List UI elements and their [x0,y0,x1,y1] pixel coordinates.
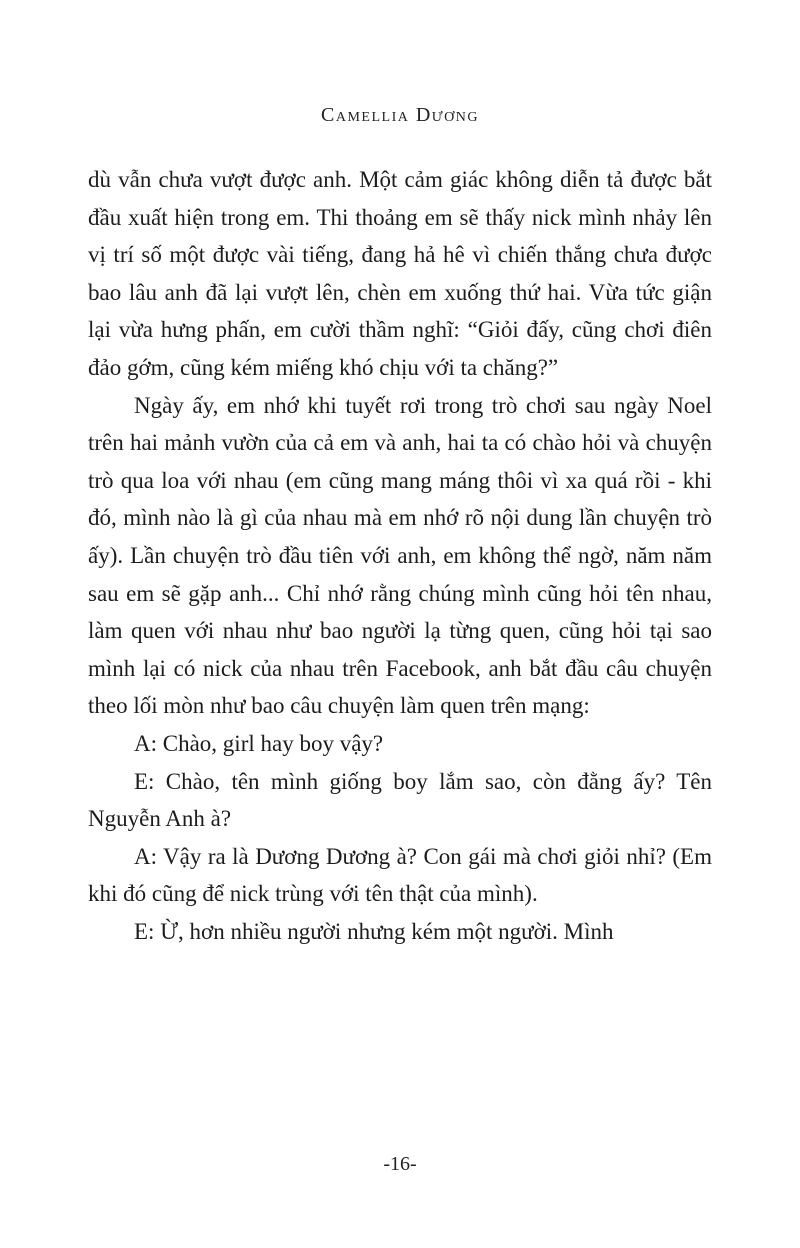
page-body [88,161,712,950]
dialogue-line: E: Chào, tên mình giống boy lắm sao, còn đằng ấy? Tên Nguyễn Anh à? [88,768,712,832]
dialogue-line: A: Vậy ra là Dương Dương à? Con gái mà chơi giỏi nhỉ? (Em khi đó cũng để nick trùng với tên thật của mình). [88,843,712,907]
dialogue-line: A: Chào, girl hay boy vậy? [134,730,384,756]
dialogue-line: E: Ừ, hơn nhiều người nhưng kém một người. Mình [134,918,614,944]
running-header: Camellia Dương [321,104,479,126]
page-number: -16- [383,1153,417,1175]
paragraph: dù vẫn chưa vượt được anh. Một cảm giác không diễn tả được bắt đầu xuất hiện trong em. Thi thoảng em sẽ thấy nick mình nhảy lên vị trí số một được vài tiếng, đang hả hê vì chiến thắng chưa được bao lâu anh đã lại vượt lên, chèn em xuống thứ hai. Vừa tức giận lại vừa hưng phấn, em cười thầm nghĩ: “Giỏi đấy, cũng chơi điên đảo gớm, cũng kém miếng khó chịu với ta chăng?” [88,167,712,380]
paragraph: Ngày ấy, em nhớ khi tuyết rơi trong trò chơi sau ngày Noel trên hai mảnh vườn của cả em và anh, hai ta có chào hỏi và chuyện trò qua loa với nhau (em cũng mang máng thôi vì xa quá rồi - khi đó, mình nào là gì của nhau mà em nhớ rõ nội dung lần chuyện trò ấy). Lần chuyện trò đầu tiên với anh, em không thể ngờ, năm năm sau em sẽ gặp anh... Chỉ nhớ rằng chúng mình cũng hỏi tên nhau, làm quen với nhau như bao người lạ từng quen, cũng hỏi tại sao mình lại có nick của nhau trên Facebook, anh bắt đầu câu chuyện theo lối mòn như bao câu chuyện làm quen trên mạng: [88,392,712,719]
